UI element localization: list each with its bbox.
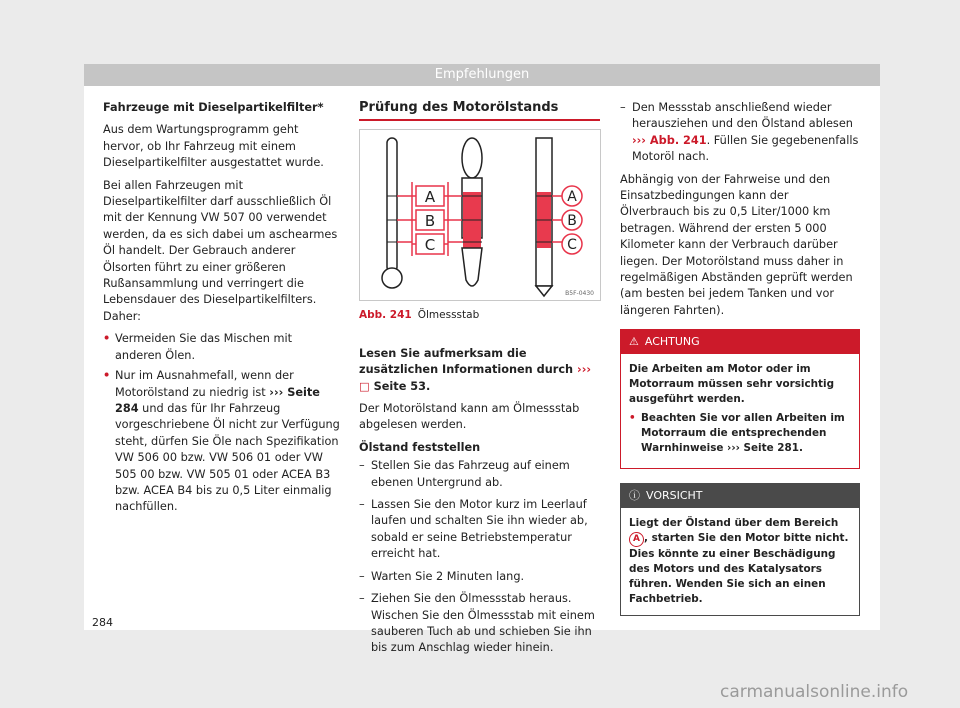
left-bullet-2-text-a: Nur im Ausnahmefall, wenn der Motorölstand zu niedrig ist (115, 369, 294, 399)
watermark: carmanualsonline.info (720, 682, 909, 702)
achtung-header (621, 330, 859, 354)
section-title: Prüfung des Motorölstands (359, 100, 600, 121)
step-5-link[interactable]: ››› Abb. 241 (632, 133, 707, 147)
dipstick-2 (462, 138, 482, 286)
vorsicht-title: VORSICHT (646, 489, 703, 503)
achtung-body (621, 354, 859, 468)
label-right-b: B (567, 213, 577, 230)
left-para2: Bei allen Fahrzeugen mit Dieselpartikelfilter darf ausschließlich Öl mit der Kennung VW 507 00 verwendet werden, da es sich dabei um aschearmes Öl handelt. Der Gebrauch anderer Ölsorten führt zu einer größeren Rußansammlung und verringert die Lebensdauer des Dieselpartikelfilters. Daher: (103, 178, 338, 323)
left-bullet-2 (103, 368, 340, 516)
step-4: – Ziehen Sie den Ölmessstab heraus. Wischen Sie den Ölmessstab mit einem sauberen Tuch ab und schieben Sie ihn bis zum Anschlag wieder hinein. (359, 592, 595, 655)
achtung-text: Die Arbeiten am Motor oder im Motorraum müssen sehr vorsichtig ausgeführt werden. (629, 363, 835, 406)
label-left-b: B (424, 212, 436, 231)
left-column (103, 100, 340, 520)
achtung-bullet-link[interactable]: ››› Seite 281 (727, 442, 799, 455)
label-left-c: C (424, 236, 436, 255)
warning-icon: ⚠ (629, 335, 639, 349)
step-1: – Stellen Sie das Fahrzeug auf einem ebenen Untergrund ab. (359, 459, 570, 489)
step-1-text: Stellen Sie das Fahrzeug auf einem ebenen Untergrund ab. (371, 459, 570, 489)
dipstick-1 (382, 138, 402, 288)
vorsicht-box (620, 483, 860, 616)
read-info-text: Lesen Sie aufmerksam die zusätzlichen Informationen durch (359, 346, 578, 377)
figure-code: B5F-0430 (565, 290, 594, 298)
achtung-bullet-text: Beachten Sie vor allen Arbeiten im Motorraum die entsprechenden Warnhinweise (641, 412, 845, 455)
bullet-dot-icon: • (629, 412, 636, 425)
dipstick-3 (536, 138, 552, 296)
achtung-bullet (629, 411, 851, 456)
figure-dipstick (359, 129, 601, 301)
left-bullet-2-text-b: und das für Ihr Fahrzeug vorgeschriebene Öl nicht zur Verfügung steht, dürfen Sie Öle nach Spezifikation VW 506 00 bzw. VW 506 01 oder VW 505 00 bzw. VW 505 01 oder ACEA B3 bzw. ACEA B4 bis zu 0,5 Liter einmalig nachfüllen. (115, 401, 340, 514)
caption-number: Abb. 241 (359, 309, 412, 322)
left-heading: Fahrzeuge mit Dieselpartikelfilter* (103, 101, 324, 114)
step-2: – Lassen Sie den Motor kurz im Leerlauf laufen und schalten Sie ihn wieder ab, sobald er seine Betriebstemperatur erreicht hat. (359, 498, 588, 561)
middle-column (359, 100, 600, 663)
achtung-box (620, 329, 860, 469)
vorsicht-letter: A (629, 532, 644, 547)
labels-left (425, 188, 436, 254)
info-circle-icon: ⓘ (629, 489, 640, 503)
right-column (620, 100, 860, 616)
header-band (84, 64, 880, 86)
step-3: – Warten Sie 2 Minuten lang. (359, 569, 525, 583)
step-5-text-b: . Füllen Sie gegebenenfalls Motoröl nach. (632, 133, 859, 164)
left-para1: Aus dem Wartungsprogramm geht hervor, ob Ihr Fahrzeug mit einem Dieselpartikelfilter ausgestattet wurde. (103, 123, 324, 170)
step-5: – Den Messstab anschließend wieder herausziehen und den Ölstand ablesen ››› Abb. 241. Füllen Sie gegebenenfalls Motoröl nach. (620, 101, 859, 164)
read-info-page[interactable]: Seite 53 (369, 379, 427, 393)
achtung-title: ACHTUNG (644, 335, 700, 349)
left-bullet-1 (103, 331, 340, 364)
vorsicht-header (621, 484, 859, 508)
page-number: 284 (92, 616, 113, 629)
caption-text: Ölmessstab (417, 309, 480, 322)
read-info-link[interactable]: ››› (577, 363, 592, 377)
label-left-a: A (424, 188, 436, 207)
dipstick-illustration (360, 130, 600, 300)
right-para: Abhängig von der Fahrweise und den Einsatzbedingungen kann der Ölverbrauch bis zu 0,5 Liter/1000 km betragen. Während der ersten 5 000 Kilometer kann der Verbrauch darüber liegen. Der Motorölstand muss daher in regelmäßigen Abständen geprüft werden (am besten bei jedem Tanken und vor längeren Fahrten). (620, 172, 853, 317)
left-bullet-1-text: Vermeiden Sie das Mischen mit anderen Ölen. (115, 332, 293, 362)
steps-title: Ölstand feststellen (359, 440, 481, 454)
label-right-c: C (567, 237, 577, 254)
step-4-text: Ziehen Sie den Ölmessstab heraus. Wischen Sie den Ölmessstab mit einem sauberen Tuch ab und schieben Sie ihn bis zum Anschlag wieder hinein. (371, 592, 595, 655)
achtung-bullet-end: . (798, 442, 803, 455)
bullet-dot-icon: • (103, 332, 111, 346)
step-3-text: Warten Sie 2 Minuten lang. (371, 569, 525, 583)
vorsicht-text-a: Liegt der Ölstand über dem Bereich (629, 517, 839, 530)
labels-right (567, 189, 577, 253)
label-right-a: A (567, 189, 577, 206)
middle-intro: Der Motorölstand kann am Ölmessstab abgelesen werden. (359, 402, 580, 432)
book-icon: □ (359, 379, 370, 393)
vorsicht-body (621, 508, 859, 615)
header-title: Empfehlungen (434, 67, 530, 82)
figure-caption (359, 307, 600, 323)
read-info-end: . (426, 379, 431, 393)
read-info (359, 346, 600, 395)
vorsicht-text-b: , starten Sie den Motor bitte nicht. Dies könnte zu einer Beschädigung des Motors und des Katalysators führen. Wenden Sie sich an einen Fachbetrieb. (629, 532, 849, 606)
bullet-dot-icon: • (103, 369, 111, 383)
step-2-text: Lassen Sie den Motor kurz im Leerlauf laufen und schalten Sie ihn wieder ab, sobald er seine Betriebstemperatur erreicht hat. (371, 498, 588, 561)
step-5-text-a: Den Messstab anschließend wieder herausziehen und den Ölstand ablesen (632, 101, 853, 131)
left-bullet-2-link[interactable]: ››› Seite 284 (115, 385, 320, 415)
